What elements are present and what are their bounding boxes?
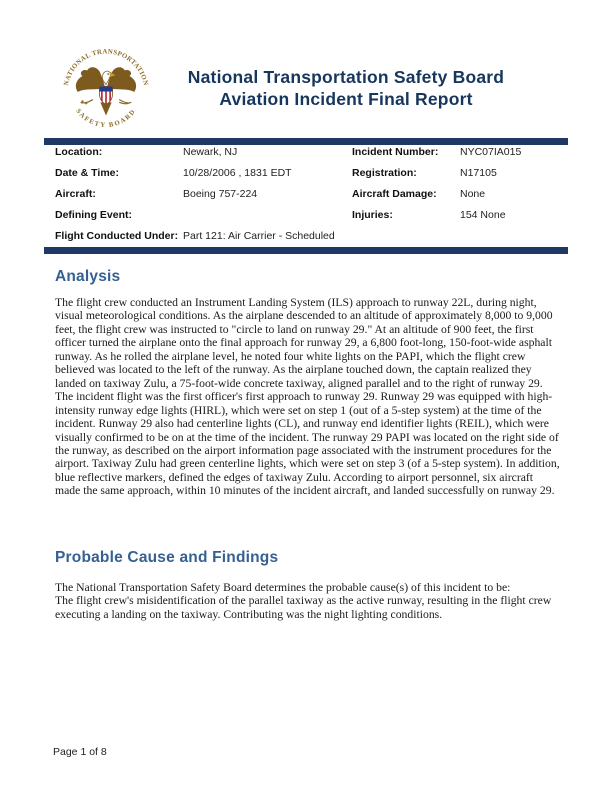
registration-label: Registration:	[352, 166, 417, 179]
report-title	[140, 66, 552, 110]
incident-info-table	[55, 141, 568, 246]
report-title-line2: Aviation Incident Final Report	[219, 89, 473, 109]
report-title-line1: National Transportation Safety Board	[187, 67, 505, 87]
table-divider-bar	[44, 247, 568, 254]
probable-cause-intro: The National Transportation Safety Board determines the probable cause(s) of this incident to be:	[55, 581, 511, 594]
incident-number-label: Incident Number:	[352, 145, 439, 158]
location-label: Location:	[55, 145, 103, 158]
seal-bottom-text: SAFETY BOARD	[74, 107, 138, 130]
analysis-heading: Analysis	[55, 268, 121, 285]
probable-cause-statement: The flight crew's misidentification of the parallel taxiway as the active runway, resulting in the flight crew executing a landing on the taxiway. Contributing was the night lighting conditions.	[55, 594, 552, 621]
injuries-value: 154 None	[460, 208, 506, 221]
ntsb-seal-icon	[59, 45, 153, 139]
date-time-label: Date & Time:	[55, 166, 119, 179]
defining-event-label: Defining Event:	[55, 208, 133, 221]
analysis-body: The flight crew conducted an Instrument Landing System (ILS) approach to runway 22L, during night, visual meteorological conditions. As the airplane descended to an altitude of approximately 8,000 to 9,000 feet, the flight crew was instructed to "circle to land on runway 29." At an altitude of 900 feet, the first officer turned the airplane onto the final approach for runway 29, a 6,800 foot-long, 150-foot-wide asphalt runway. As he rolled the airplane level, he noted four white lights on the PAPI, which the flight crew believed was located to the left of the runway. As the airplane touched down, the captain realized they landed on taxiway Zulu, a 75-foot-wide concrete taxiway, aligned parallel and to the right of runway 29. The incident flight was the first officer's first approach to runway 29. Runway 29 was equipped with high-intensity runway edge lights (HIRL), which were set on step 1 (out of a 5-step system) at the time of the incident. Runway 29 also had centerline lights (CL), and runway end identifier lights (REIL), which were visually confirmed to be on at the time of the incident. The runway 29 PAPI was located on the right side of the runway, as described on the airport information page associated with the instrument procedures for the airport. Taxiway Zulu had green centerline lights, which were set on step 3 (of a 5-step system). In addition, blue reflective markers, defined the edges of taxiway Zulu. According to airport personnel, six aircraft made the same approach, within 10 minutes of the incident aircraft, and landed successfully on runway 29.	[55, 296, 560, 498]
table-row	[55, 141, 568, 162]
probable-cause-body	[55, 581, 561, 621]
incident-number-value: NYC07IA015	[460, 145, 522, 158]
aircraft-damage-label: Aircraft Damage:	[352, 187, 437, 200]
injuries-label: Injuries:	[352, 208, 393, 221]
table-row	[55, 162, 568, 183]
aircraft-damage-value: None	[460, 187, 486, 200]
date-time-value: 10/28/2006 , 1831 EDT	[183, 166, 292, 179]
table-row	[55, 225, 568, 246]
table-row	[55, 204, 568, 225]
seal-eagle-icon	[76, 67, 136, 115]
aircraft-label: Aircraft:	[55, 187, 96, 200]
page-number: Page 1 of 8	[53, 746, 107, 758]
location-value: Newark, NJ	[183, 145, 238, 158]
seal-top-text: NATIONAL TRANSPORTATION	[62, 48, 150, 87]
aircraft-value: Boeing 757-224	[183, 187, 258, 200]
registration-value: N17105	[460, 166, 497, 179]
probable-cause-heading: Probable Cause and Findings	[55, 549, 279, 566]
table-row	[55, 183, 568, 204]
flight-conducted-under-label: Flight Conducted Under:	[55, 229, 179, 242]
flight-conducted-under-value: Part 121: Air Carrier - Scheduled	[183, 229, 335, 242]
